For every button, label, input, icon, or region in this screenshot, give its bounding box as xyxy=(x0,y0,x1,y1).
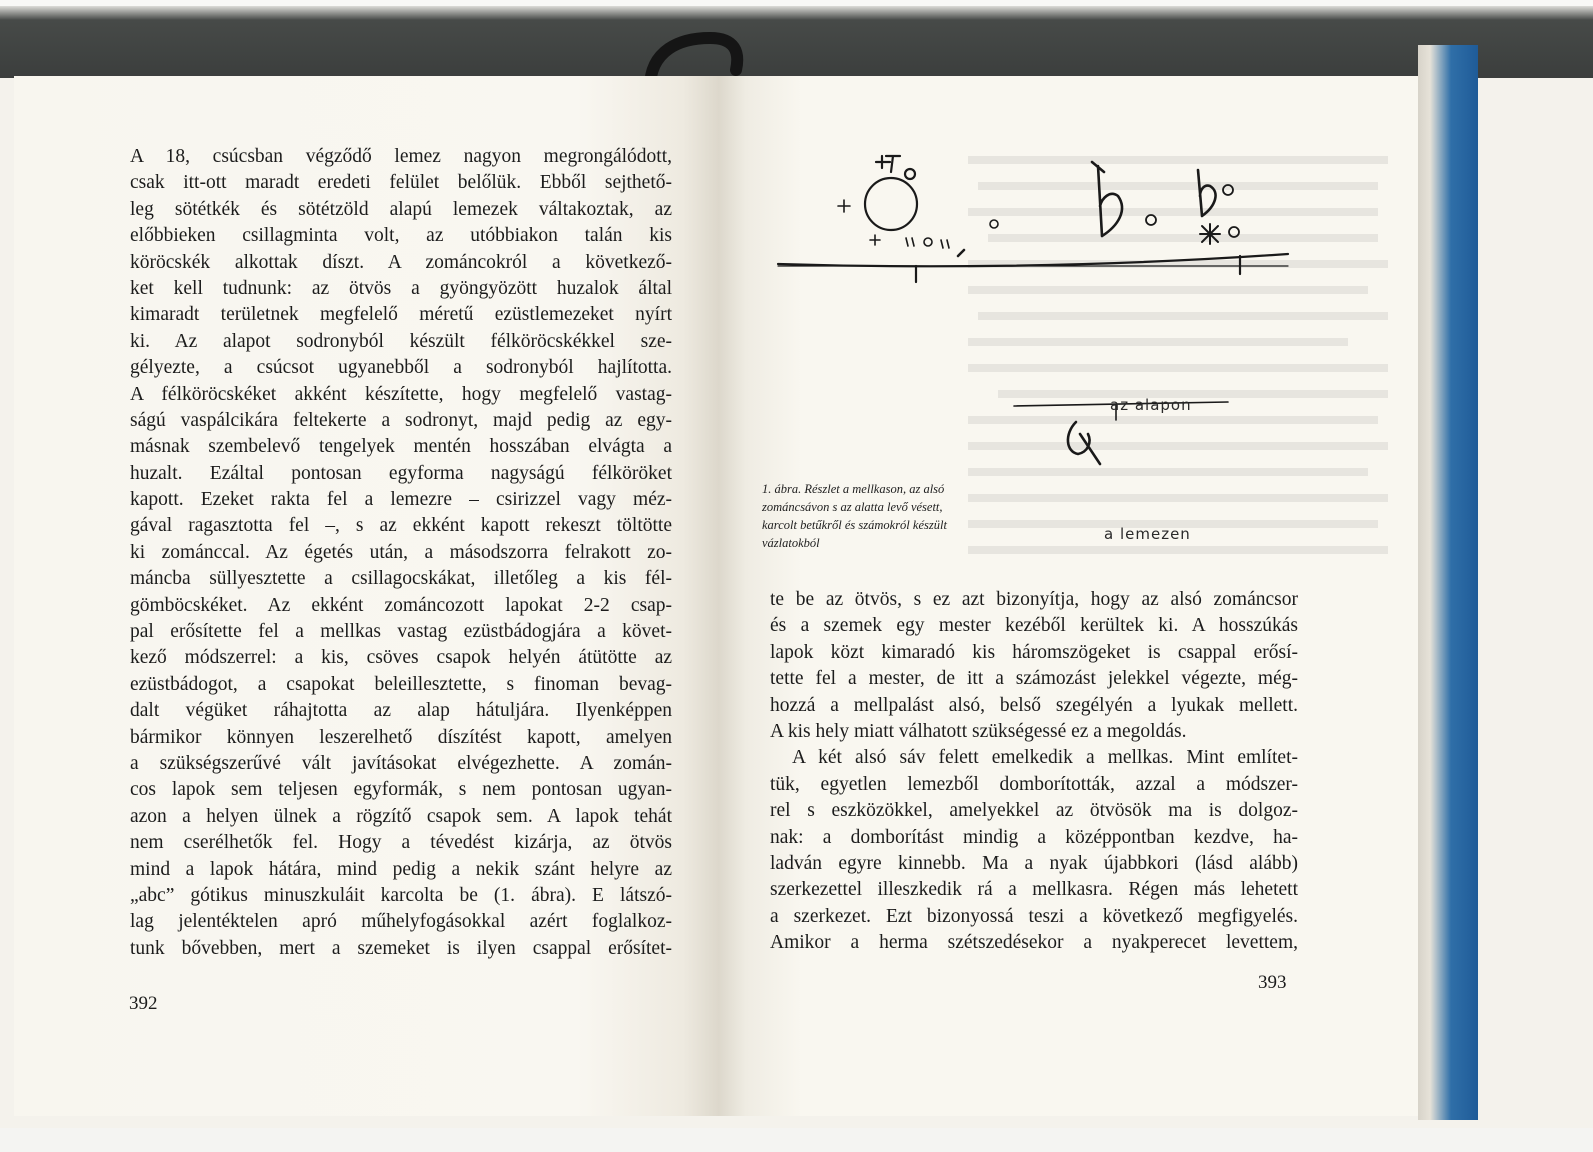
caption-line: vázlatokból xyxy=(762,536,820,550)
text-line: A félköröcskéket akként készítette, hogy megfelelő vastag- xyxy=(130,383,672,405)
right-page-body-text xyxy=(770,587,1298,956)
caption-line: zománcsávon s az alatta levő vésett, xyxy=(762,500,943,514)
text-line: és a szemek egy mester kezéből kerültek ki. A hosszúkás xyxy=(770,615,1298,637)
scan-background-top xyxy=(0,0,1593,78)
figure-label-alapon: az alapon xyxy=(1110,396,1192,414)
text-line: máncba süllyesztette a csillagocskákat, illetőleg a kis fél- xyxy=(130,568,672,590)
text-line: ezüstbádogot, a csapokat beleillesztette, s finoman bevag- xyxy=(130,673,672,695)
text-line: nem cserélhetők fel. Hogy a tévedést kizárja, az ötvös xyxy=(130,832,672,854)
text-line: tette fel a mester, de itt a számozást jelekkel végezte, még- xyxy=(770,668,1298,690)
text-line: hozzá a mellpalást alsó, belső szegélyén a lyukak mellett. xyxy=(770,694,1298,716)
book-cover-edge xyxy=(1418,45,1478,1120)
text-line: „abc” gótikus minuszkuláit karcolta be (1. ábra). E látszó- xyxy=(130,884,672,906)
text-line: te be az ötvös, s ez azt bizonyítja, hogy az alsó zománcsor xyxy=(770,589,1298,610)
left-page-body-text xyxy=(130,144,672,962)
text-line: kapott. Ezeket rakta fel a lemezre – csirizzel vagy méz- xyxy=(130,489,672,511)
text-line: ki. Az alapot sodronyból készült félköröcskékkel sze- xyxy=(130,330,672,352)
text-line: mind a lapok hátára, mind pedig a nekik szánt helyre az xyxy=(130,858,672,880)
text-line: leg sötétkék és sötétzöld alapú lemezek váltakoztak, az xyxy=(130,198,672,220)
text-line: Amikor a herma szétszedésekor a nyakperecet levettem, xyxy=(770,932,1298,954)
caption-line: karcolt betűkről és számokról készült xyxy=(762,518,947,532)
text-line: nak: a domborítást mindig a középpontban kezdve, ha- xyxy=(770,826,1298,848)
right-page-number: 393 xyxy=(1258,972,1287,993)
text-line: lag jelentéktelen apró műhelyfogásokkal azért foglalkoz- xyxy=(130,911,672,933)
text-line: tük, egyetlen lemezből domborították, azzal a módszer- xyxy=(770,773,1298,795)
text-line: a szerkezet. Ezt bizonyossá teszi a következő megfigyelés. xyxy=(770,905,1298,927)
text-line: tunk bővebben, mert a szemeket is ilyen csappal erősítet- xyxy=(130,937,672,959)
text-line: huzalt. Ezáltal pontosan egyforma nagyságú félköröket xyxy=(130,462,672,484)
text-line: gömböcskéket. Az ekként zománcozott lapokat 2-2 csap- xyxy=(130,594,672,616)
text-line: kező módszerrel: a kis, csöves csapok helyén átütötte az xyxy=(130,647,672,669)
figure-label-lemezen: a lemezen xyxy=(1104,525,1191,543)
text-line: dalt végüket ráhajtotta az alap hátuljára. Ilyenképpen xyxy=(130,700,672,722)
caption-line: 1. ábra. Részlet a mellkason, az alsó xyxy=(762,482,945,496)
text-line: kimaradt területnek megfelelő méretű ezüstlemezeket nyírt xyxy=(130,304,672,326)
text-line: ságú vaspálcikára feltekerte a sodronyt, majd pedig az egy- xyxy=(130,409,672,431)
text-line: ki zománccal. Az égetés után, a másodszorra felrakott zo- xyxy=(130,541,672,563)
scan-background-bottom xyxy=(0,1128,1593,1152)
text-line: bármikor könnyen leszerelhető díszítést kapott, amelyen xyxy=(130,726,672,748)
text-line: rel s eszközökkel, amelyekkel az ötvösök ma is dolgoz- xyxy=(770,800,1298,822)
text-line: gélyezte, a csúcsot ugyanebből a sodronyból hajlította. xyxy=(130,357,672,379)
left-page xyxy=(14,76,719,1116)
text-line: A kis hely miatt válhatott szükségessé ez a megoldás. xyxy=(770,720,1187,742)
left-page-number: 392 xyxy=(129,993,158,1014)
text-line: a szükségszerűvé vált javításokat elvégezhette. A zomán- xyxy=(130,752,672,774)
figure-caption xyxy=(762,480,1012,552)
text-line: gával ragasztotta fel –, s az ekként kapott rekeszt töltötte xyxy=(130,515,672,537)
text-line: szerkezettel illeszkedik rá a mellkasra. Régen más lehetett xyxy=(770,879,1298,901)
text-line: pal erősítette fel a mellkas vastag ezüstbádogjára a követ- xyxy=(130,621,672,643)
text-line: előbbieken csillagminta volt, az utóbbiakon talán kis xyxy=(130,225,672,247)
text-line: ladván egyre kinnebb. Ma a nyak újabbkori (lásd alább) xyxy=(770,852,1298,874)
text-line: A két alsó sáv felett emelkedik a mellkas. Mint említet- xyxy=(792,747,1298,769)
text-line: köröcskék alkottak díszt. A zománcokról a következő- xyxy=(130,251,672,273)
text-line: ket kell tudnunk: az ötvös a gyöngyözött huzalok által xyxy=(130,277,672,299)
text-line: csak itt-ott maradt eredeti felület belőlük. Ebből sejthető- xyxy=(130,172,672,194)
text-line: másnak szembelevő tengelyek mentén hosszában elvágta a xyxy=(130,436,672,458)
text-line: cos lapok sem teljesen egyformák, s nem pontosan ugyan- xyxy=(130,779,672,801)
text-line: lapok közt kimaradó kis háromszögeket is csappal erősí- xyxy=(770,641,1298,663)
right-page xyxy=(718,76,1418,1116)
text-line: azon a helyen ülnek a rögzítő csapok sem. A lapok tehát xyxy=(130,805,672,827)
text-line: A 18, csúcsban végződő lemez nagyon megrongálódott, xyxy=(130,146,672,167)
figure-sketch xyxy=(758,116,1318,536)
